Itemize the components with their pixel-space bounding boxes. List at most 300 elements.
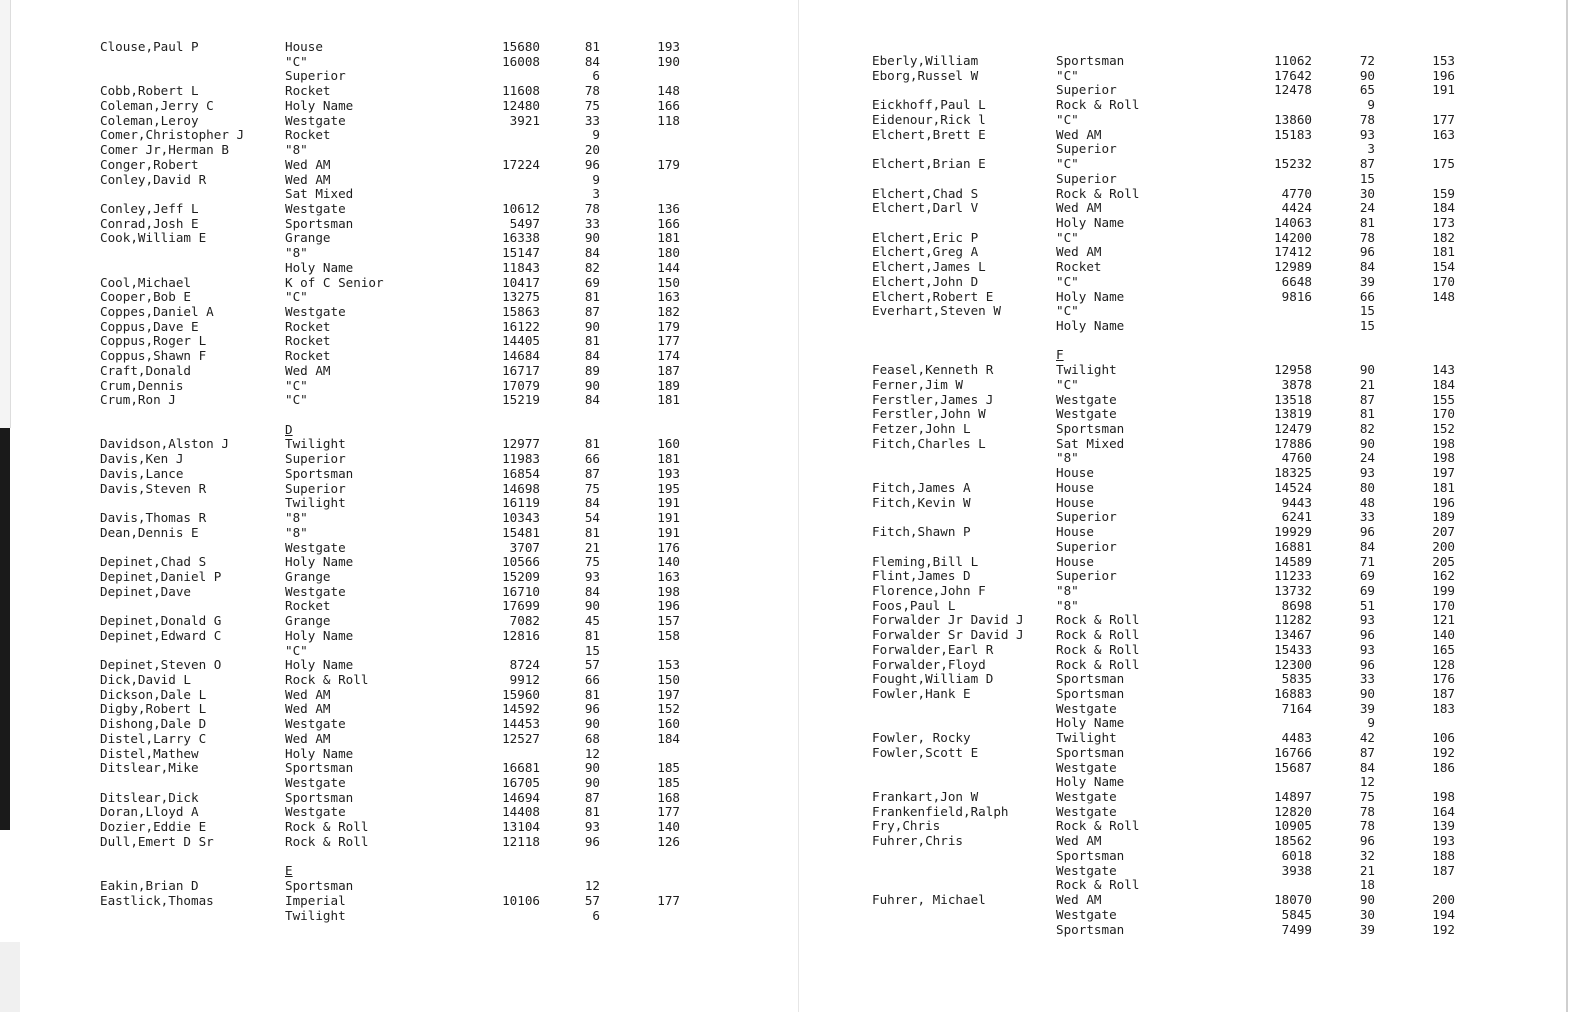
games: 90 (584, 318, 600, 334)
games: 80 (1359, 479, 1375, 495)
bowler-name: Fitch,Kevin W (872, 494, 971, 510)
league-name: "8" (1056, 582, 1079, 598)
bowler-name: Doran,Lloyd A (100, 804, 199, 820)
average: 106 (1432, 730, 1455, 746)
total-pins: 3938 (1281, 862, 1312, 878)
bowler-row (790, 200, 1570, 215)
bowler-name: Dishong,Dale D (100, 716, 207, 732)
average: 144 (657, 259, 680, 275)
league-name: Rocket (1056, 259, 1102, 275)
games: 21 (584, 539, 600, 555)
games: 78 (1359, 803, 1375, 819)
league-name: Superior (1056, 82, 1117, 98)
bowler-name: Davis,Ken J (100, 451, 184, 467)
total-pins: 14200 (1274, 229, 1312, 245)
bowler-row (790, 730, 1570, 745)
bowler-name: Forwalder,Floyd (872, 656, 986, 672)
total-pins: 18070 (1274, 892, 1312, 907)
league-name: Rock & Roll (285, 819, 369, 835)
league-name: "C" (285, 392, 308, 408)
bowler-row (0, 878, 780, 893)
total-pins: 6018 (1281, 847, 1312, 863)
games: 90 (1359, 362, 1375, 378)
total-pins: 17412 (1274, 244, 1312, 260)
average: 193 (657, 465, 680, 481)
league-name: Imperial (285, 892, 346, 908)
games: 84 (584, 53, 600, 69)
total-pins: 13467 (1274, 627, 1312, 643)
league-name: House (1056, 524, 1094, 539)
bowler-name: Clouse,Paul P (100, 39, 199, 54)
games: 45 (584, 613, 600, 629)
bowler-row (0, 54, 780, 69)
average: 160 (657, 716, 680, 732)
average: 196 (1432, 494, 1455, 510)
league-name: Rock & Roll (1056, 641, 1140, 657)
games: 81 (584, 39, 600, 54)
total-pins: 11282 (1274, 612, 1312, 628)
average: 157 (657, 613, 680, 629)
total-pins: 16854 (502, 465, 540, 481)
games: 51 (1359, 597, 1375, 613)
bowler-name: Davidson,Alston J (100, 436, 229, 452)
league-name: Westgate (285, 716, 346, 732)
average: 187 (1432, 862, 1455, 878)
bowler-name: Fuhrer,Chris (872, 833, 963, 849)
bowler-name: Coppus,Dave E (100, 318, 199, 334)
bowler-name: Depinet,Donald G (100, 613, 222, 629)
average: 184 (1432, 200, 1455, 216)
league-name: Grange (285, 230, 331, 246)
average: 193 (1432, 833, 1455, 849)
league-name: Westgate (285, 200, 346, 216)
bowler-row (0, 127, 780, 142)
average: 190 (657, 53, 680, 69)
league-name: Sportsman (1056, 421, 1125, 436)
league-name: House (1056, 494, 1094, 510)
bowler-name: Coleman,Jerry C (100, 97, 214, 113)
average: 181 (657, 392, 680, 408)
games: 75 (584, 480, 600, 496)
bowler-name: Fleming,Bill L (872, 553, 979, 569)
league-name: Rock & Roll (1056, 656, 1140, 672)
bowler-row (790, 112, 1570, 127)
league-name: Superior (1056, 170, 1117, 186)
bowler-row (0, 186, 780, 201)
bowler-row (790, 715, 1570, 730)
league-name: Wed AM (285, 171, 331, 187)
bowler-row (790, 406, 1570, 421)
section-letter: D (285, 421, 293, 437)
right-page (790, 0, 1590, 1012)
bowler-row (0, 643, 780, 658)
total-pins: 13275 (502, 289, 540, 305)
league-name: Holy Name (1056, 715, 1125, 731)
bowler-name: Eickhoff,Paul L (872, 97, 986, 113)
league-name: Superior (1056, 509, 1117, 525)
total-pins: 15183 (1274, 126, 1312, 142)
total-pins: 16122 (502, 318, 540, 334)
games: 81 (584, 333, 600, 349)
league-name: Wed AM (1056, 244, 1102, 260)
bowler-row (790, 701, 1570, 716)
bowler-row (790, 318, 1570, 333)
bowler-row (0, 466, 780, 481)
games: 71 (1359, 553, 1375, 569)
games: 93 (1359, 612, 1375, 628)
league-name: House (285, 39, 323, 54)
bowler-row (790, 186, 1570, 201)
league-name: Westgate (1056, 700, 1117, 716)
total-pins: 17642 (1274, 67, 1312, 83)
average: 163 (657, 289, 680, 305)
bowler-row (0, 363, 780, 378)
bowler-row (0, 893, 780, 908)
games: 84 (584, 392, 600, 408)
games: 84 (1359, 759, 1375, 775)
games: 96 (1359, 627, 1375, 643)
bowler-name: Fitch,James A (872, 479, 971, 495)
games: 84 (584, 245, 600, 261)
league-name: Rocket (285, 83, 331, 99)
bowler-row (0, 378, 780, 393)
average: 159 (1432, 185, 1455, 201)
section-letter: E (285, 863, 293, 879)
bowler-row (790, 907, 1570, 922)
average: 162 (1432, 568, 1455, 584)
bowler-name: Elchert,James L (872, 259, 986, 275)
bowler-name: Eberly,William (872, 53, 979, 68)
games: 3 (592, 186, 600, 202)
bowler-row (0, 230, 780, 245)
league-name: Holy Name (285, 627, 354, 643)
league-name: "C" (1056, 376, 1079, 392)
average: 175 (1432, 156, 1455, 171)
average: 118 (657, 112, 680, 128)
average: 196 (1432, 67, 1455, 83)
bowler-row (790, 156, 1570, 171)
games: 9 (1367, 97, 1375, 113)
bowler-row (0, 849, 780, 864)
bowler-name: Ditslear,Mike (100, 760, 199, 776)
total-pins: 12479 (1274, 421, 1312, 436)
average: 170 (1432, 406, 1455, 422)
games: 87 (584, 789, 600, 805)
average: 152 (1432, 421, 1455, 436)
bowler-row (0, 481, 780, 496)
total-pins: 13819 (1274, 406, 1312, 422)
league-name: "C" (1056, 229, 1079, 245)
bowler-row (0, 304, 780, 319)
average: 188 (1432, 847, 1455, 863)
average: 185 (657, 760, 680, 776)
total-pins: 16008 (502, 53, 540, 69)
total-pins: 9816 (1281, 288, 1312, 304)
bowler-name: Elchert,John D (872, 273, 979, 289)
games: 68 (584, 730, 600, 746)
league-name: "C" (1056, 111, 1079, 127)
league-name: Superior (1056, 141, 1117, 157)
games: 54 (584, 510, 600, 525)
bowler-name: Ferstler,James J (872, 391, 994, 407)
league-name: Sportsman (285, 465, 354, 481)
bowler-row (0, 201, 780, 216)
bowler-row (0, 392, 780, 407)
average: 121 (1432, 612, 1455, 628)
average: 189 (657, 377, 680, 393)
league-name: Twilight (285, 495, 346, 511)
total-pins: 13104 (502, 819, 540, 835)
section-letter-row (0, 422, 780, 437)
bowler-name: Fitch,Charles L (872, 435, 986, 451)
bowler-row (790, 892, 1570, 907)
bowler-name: Eastlick,Thomas (100, 892, 214, 908)
total-pins: 6241 (1281, 509, 1312, 525)
average: 163 (1432, 126, 1455, 142)
total-pins: 6648 (1281, 273, 1312, 289)
average: 195 (657, 480, 680, 496)
games: 12 (1359, 774, 1375, 790)
games: 15 (1359, 170, 1375, 186)
bowler-row (0, 760, 780, 775)
league-name: Rock & Roll (1056, 185, 1140, 201)
league-name: Holy Name (285, 657, 354, 673)
games: 15 (1359, 318, 1375, 333)
league-name: Wed AM (285, 730, 331, 746)
bowler-row (0, 790, 780, 805)
league-name: "8" (285, 510, 308, 525)
games: 81 (584, 436, 600, 452)
games: 93 (584, 568, 600, 584)
games: 81 (584, 804, 600, 820)
bowler-row (790, 289, 1570, 304)
average: 186 (1432, 759, 1455, 775)
average: 193 (657, 39, 680, 54)
bowler-row (0, 819, 780, 834)
games: 9 (592, 127, 600, 143)
games: 33 (584, 215, 600, 231)
total-pins: 14453 (502, 716, 540, 732)
bowler-name: Conley,David R (100, 171, 207, 187)
games: 72 (1359, 53, 1375, 68)
total-pins: 12989 (1274, 259, 1312, 275)
average: 166 (657, 97, 680, 113)
games: 90 (1359, 686, 1375, 701)
average: 126 (657, 833, 680, 849)
bowler-row (790, 377, 1570, 392)
total-pins: 12977 (502, 436, 540, 452)
league-name: "C" (1056, 67, 1079, 83)
games: 90 (584, 377, 600, 393)
games: 81 (584, 627, 600, 643)
bowler-name: Fowler,Scott E (872, 744, 979, 760)
average: 187 (657, 362, 680, 378)
games: 20 (584, 142, 600, 157)
total-pins: 5835 (1281, 671, 1312, 687)
total-pins: 17224 (502, 156, 540, 172)
league-name: Westgate (285, 804, 346, 820)
average: 191 (1432, 82, 1455, 98)
league-name: "C" (1056, 156, 1079, 171)
average: 191 (657, 510, 680, 525)
average: 181 (657, 451, 680, 467)
total-pins: 16338 (502, 230, 540, 246)
games: 78 (584, 200, 600, 216)
bowler-row (790, 392, 1570, 407)
total-pins: 15232 (1274, 156, 1312, 171)
games: 90 (1359, 892, 1375, 907)
total-pins: 10343 (502, 510, 540, 525)
bowler-row (0, 598, 780, 613)
bowler-row (790, 657, 1570, 672)
league-name: Superior (285, 68, 346, 84)
bowler-row (0, 245, 780, 260)
games: 96 (1359, 833, 1375, 849)
average: 150 (657, 672, 680, 687)
average: 177 (657, 333, 680, 349)
league-name: Westgate (285, 775, 346, 790)
total-pins: 3878 (1281, 376, 1312, 392)
league-name: Sportsman (1056, 744, 1125, 760)
bowler-row (790, 671, 1570, 686)
bowler-row (0, 701, 780, 716)
average: 154 (1432, 259, 1455, 275)
bowler-name: Eborg,Russel W (872, 67, 979, 83)
games: 65 (1359, 82, 1375, 98)
average: 184 (657, 730, 680, 746)
bowler-name: Craft,Donald (100, 362, 191, 378)
bowler-name: Elchert,Eric P (872, 229, 979, 245)
average: 170 (1432, 597, 1455, 613)
total-pins: 15433 (1274, 641, 1312, 657)
bowler-name: Conger,Robert (100, 156, 199, 172)
bowler-row (0, 672, 780, 687)
average: 179 (657, 318, 680, 334)
total-pins: 18562 (1274, 833, 1312, 849)
league-name: Superior (285, 480, 346, 496)
bowler-name: Fought,William D (872, 671, 994, 687)
bowler-name: Forwalder Sr David J (872, 627, 1024, 643)
bowler-row (790, 863, 1570, 878)
average: 148 (657, 83, 680, 99)
games: 78 (1359, 818, 1375, 834)
games: 93 (1359, 465, 1375, 481)
bowler-row (790, 141, 1570, 156)
total-pins: 10417 (502, 274, 540, 290)
average: 140 (657, 554, 680, 570)
league-name: Rocket (285, 333, 331, 349)
average: 155 (1432, 391, 1455, 407)
total-pins: 10612 (502, 200, 540, 216)
bowler-row (790, 833, 1570, 848)
games: 39 (1359, 273, 1375, 289)
games: 12 (584, 745, 600, 761)
average: 183 (1432, 700, 1455, 716)
bowler-name: Fowler,Hank E (872, 686, 971, 701)
total-pins: 10905 (1274, 818, 1312, 834)
league-name: Rock & Roll (1056, 877, 1140, 893)
total-pins: 13518 (1274, 391, 1312, 407)
league-name: Rocket (285, 318, 331, 334)
average: 176 (657, 539, 680, 555)
total-pins: 16710 (502, 583, 540, 599)
games: 84 (584, 495, 600, 511)
bowler-row (0, 260, 780, 275)
average: 192 (1432, 921, 1455, 937)
bowler-row (790, 583, 1570, 598)
bowler-row (790, 480, 1570, 495)
league-name: Westgate (1056, 759, 1117, 775)
bowler-row (0, 436, 780, 451)
section-letter-row (0, 863, 780, 878)
games: 69 (1359, 582, 1375, 598)
total-pins: 15960 (502, 686, 540, 702)
total-pins: 16883 (1274, 686, 1312, 701)
bowler-row (790, 436, 1570, 451)
bowler-name: Davis,Lance (100, 465, 184, 481)
bowler-name: Elchert,Darl V (872, 200, 979, 216)
games: 66 (584, 451, 600, 467)
bowler-name: Fry,Chris (872, 818, 941, 834)
league-name: Westgate (1056, 789, 1117, 804)
bowler-row (0, 216, 780, 231)
bowler-row (0, 540, 780, 555)
games: 90 (584, 775, 600, 790)
total-pins: 17079 (502, 377, 540, 393)
bowler-row (790, 554, 1570, 569)
total-pins: 16881 (1274, 538, 1312, 554)
bowler-name: Frankenfield,Ralph (872, 803, 1009, 819)
league-name: Rock & Roll (1056, 818, 1140, 834)
league-name: Sportsman (1056, 847, 1125, 863)
total-pins: 16717 (502, 362, 540, 378)
bowler-row (790, 642, 1570, 657)
bowler-name: Fuhrer, Michael (872, 892, 986, 907)
league-name: Rock & Roll (285, 672, 369, 687)
bowler-name: Fowler, Rocky (872, 730, 971, 746)
total-pins: 15863 (502, 304, 540, 319)
average: 153 (657, 657, 680, 673)
league-name: Wed AM (1056, 892, 1102, 907)
total-pins: 3707 (509, 539, 540, 555)
bowler-row (0, 289, 780, 304)
league-name: Sportsman (1056, 921, 1125, 937)
total-pins: 4760 (1281, 450, 1312, 466)
league-name: "8" (1056, 450, 1079, 466)
bowler-name: Depinet,Steven O (100, 657, 222, 673)
bowler-name: Ditslear,Dick (100, 789, 199, 805)
bowler-name: Coppus,Roger L (100, 333, 207, 349)
league-name: Twilight (1056, 730, 1117, 746)
average: 153 (1432, 53, 1455, 68)
bowler-name: Cooper,Bob E (100, 289, 191, 305)
league-name: Holy Name (285, 97, 354, 113)
average: 143 (1432, 362, 1455, 378)
average: 158 (657, 627, 680, 643)
average: 198 (1432, 450, 1455, 466)
league-name: Rocket (285, 348, 331, 364)
average: 185 (657, 775, 680, 790)
games: 6 (592, 907, 600, 923)
total-pins: 14408 (502, 804, 540, 820)
average: 198 (1432, 435, 1455, 451)
average: 205 (1432, 553, 1455, 569)
average: 164 (1432, 803, 1455, 819)
league-name: Wed AM (1056, 126, 1102, 142)
average: 177 (657, 804, 680, 820)
league-name: "C" (1056, 273, 1079, 289)
games: 9 (592, 171, 600, 187)
